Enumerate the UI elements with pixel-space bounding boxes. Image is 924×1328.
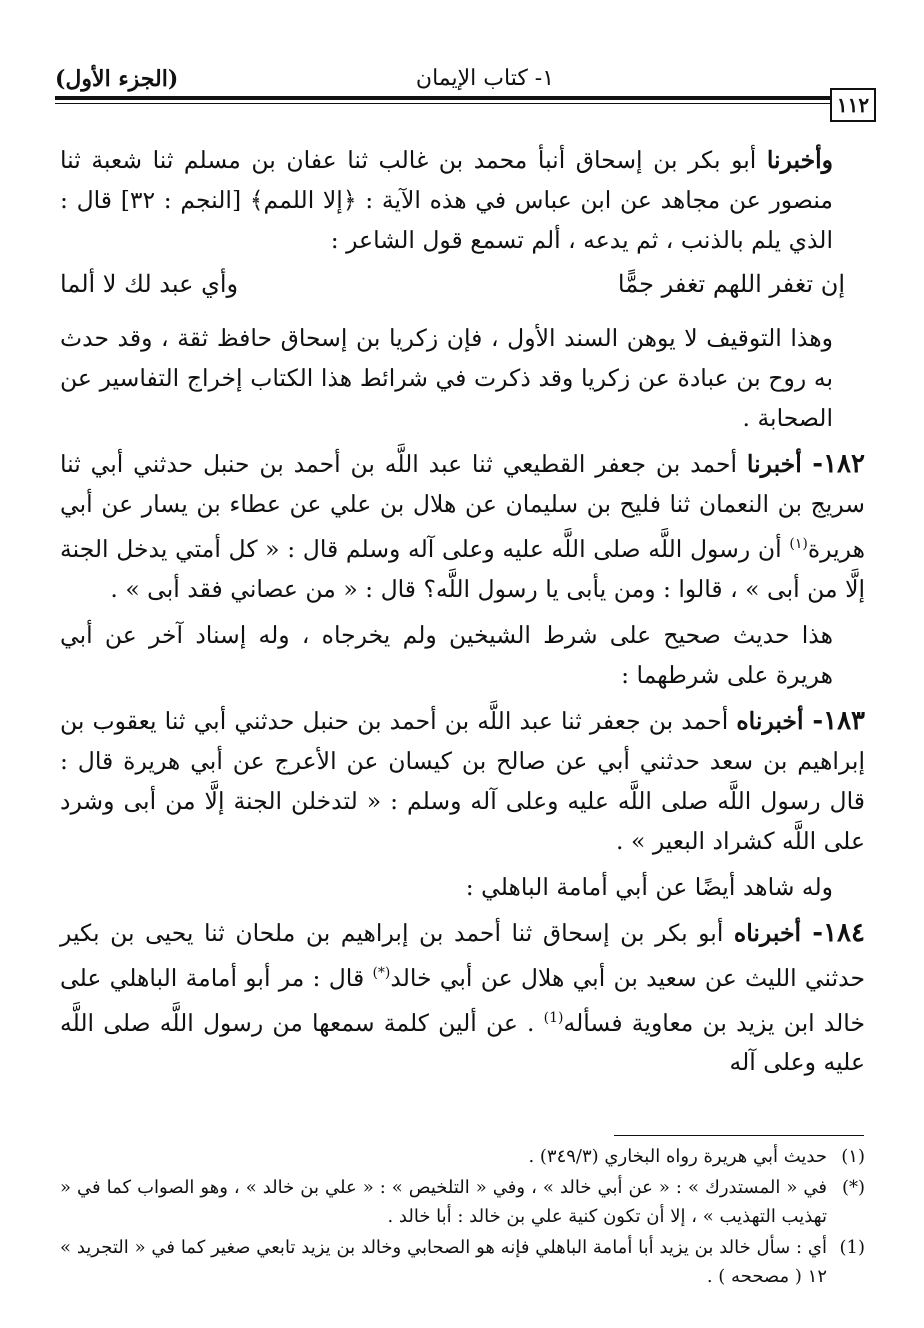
hadith-183: [60, 701, 865, 861]
verse-second-hemistich: وأي عبد لك لا ألما: [60, 270, 239, 298]
hadith-text-cont: أن رسول اللَّه صلى اللَّه عليه وعلى آله وسلم قال : « كل أمتي يدخل الجنة إلَّا من أبى » ، قالوا : ومن يأبى يا رسول اللَّه؟ قال : « من عصاني فقد أبى » .: [60, 534, 865, 603]
footnote-number: (1): [839, 1237, 865, 1258]
footnote-number: (١): [841, 1146, 865, 1167]
hadith-text-cont: قال : مر أبو أمامة الباهلي على خالد ابن يزيد بن معاوية فسأله: [60, 963, 865, 1037]
paragraph-intro: [60, 140, 865, 260]
footnote-separator: [614, 1135, 864, 1136]
header-rule: [55, 96, 830, 100]
narration-lead: أخبرناه: [736, 706, 813, 735]
narration-lead: أخبرنا: [746, 450, 813, 478]
footnote-marker: (*): [372, 964, 391, 981]
footnote: [60, 1233, 865, 1291]
hadith-text: أحمد بن جعفر القطيعي ثنا عبد اللَّه بن أحمد بن حنبل حدثني أبي ثنا سريج بن النعمان ثنا فليح بن سليمان عن هلال بن علي عن عطاء بن يسار عن أبي هريرة: [60, 450, 865, 563]
narration-lead: أخبرناه: [733, 918, 813, 947]
main-text: [60, 140, 865, 1082]
hadith-number: ١٨٣-: [812, 705, 866, 736]
book-title: ١- كتاب الإيمان: [415, 66, 555, 91]
footnote-text: في « المستدرك » : « عن أبي خالد » ، وفي « التلخيص » : « علي بن خالد » ، وهو الصواب كما في « تهذيب التهذيب » ، إلا أن تكون كنية علي بن خالد : أبا خالد .: [60, 1177, 827, 1227]
footnote-marker: (١): [789, 536, 808, 552]
header-rule-thin: [55, 103, 830, 104]
volume-label: (الجزء الأول): [55, 66, 179, 92]
hadith-number: ١٨٢-: [812, 449, 865, 479]
page-number: ١١٢: [830, 88, 876, 122]
paragraph-grading: هذا حديث صحيح على شرط الشيخين ولم يخرجاه ، وله إسناد آخر عن أبي هريرة على شرطهما :: [60, 620, 833, 689]
running-header: [55, 60, 870, 100]
hadith-number: ١٨٤-: [812, 917, 865, 948]
hadith-184: [60, 913, 865, 1083]
narration-text: أبو بكر بن إسحاق أنبأ محمد بن غالب ثنا عفان بن مسلم ثنا شعبة ثنا منصور عن مجاهد عن ابن عباس في هذه الآية : ﴿إلا اللمم﴾ [النجم : ٣٢] قال : الذي يلم بالذنب ، ثم يدعه ، ألم تسمع قول الشاعر :: [60, 146, 833, 254]
footnote: [60, 1142, 865, 1171]
hadith-text: أحمد بن جعفر ثنا عبد اللَّه بن أحمد بن حنبل حدثني أبي ثنا يعقوب بن إبراهيم بن سعد حدثني أبي عن صالح بن كيسان عن الأعرج عن أبي هريرة قال : قال رسول اللَّه صلى اللَّه عليه وعلى آله وسلم : « لتدخلن الجنة إلَّا من أبى وشرد على اللَّه كشراد البعير » .: [60, 706, 865, 855]
hadith-text: أبو بكر بن إسحاق ثنا أحمد بن إبراهيم بن ملحان ثنا يحيى بن بكير حدثني الليث عن سعيد بن أبي هلال عن أبي خالد: [60, 918, 865, 992]
footnote-marker: (1): [543, 1009, 564, 1026]
narration-lead: وأخبرنا: [766, 146, 833, 174]
poetry-verse: [60, 264, 865, 304]
paragraph-witness: وله شاهد أيضًا عن أبي أمامة الباهلي :: [465, 872, 833, 901]
hadith-text-end: . عن ألين كلمة سمعها من رسول اللَّه صلى اللَّه عليه وعلى آله: [60, 1008, 865, 1077]
footnote: [60, 1173, 865, 1231]
hadith-182: [60, 444, 865, 609]
footnote-text: أي : سأل خالد بن يزيد أبا أمامة الباهلي فإنه هو الصحابي وخالد بن يزيد تابعي صغير كما في « التجريد » ١٢ ( مصححه ) .: [60, 1237, 827, 1287]
verse-first-hemistich: إن تغفر اللهم تغفر جمًّا: [617, 270, 845, 298]
footnote-text: حديث أبي هريرة رواه البخاري (٣٤٩/٣) .: [528, 1146, 827, 1167]
paragraph-commentary: وهذا التوقيف لا يوهن السند الأول ، فإن زكريا بن إسحاق حافظ ثقة ، وقد حدث به روح بن عبادة عن زكريا وقد ذكرت في شرائط هذا الكتاب إخراج التفاسير عن الصحابة .: [60, 324, 833, 432]
footnote-number: (*): [841, 1177, 865, 1198]
footnotes: [60, 1142, 865, 1293]
